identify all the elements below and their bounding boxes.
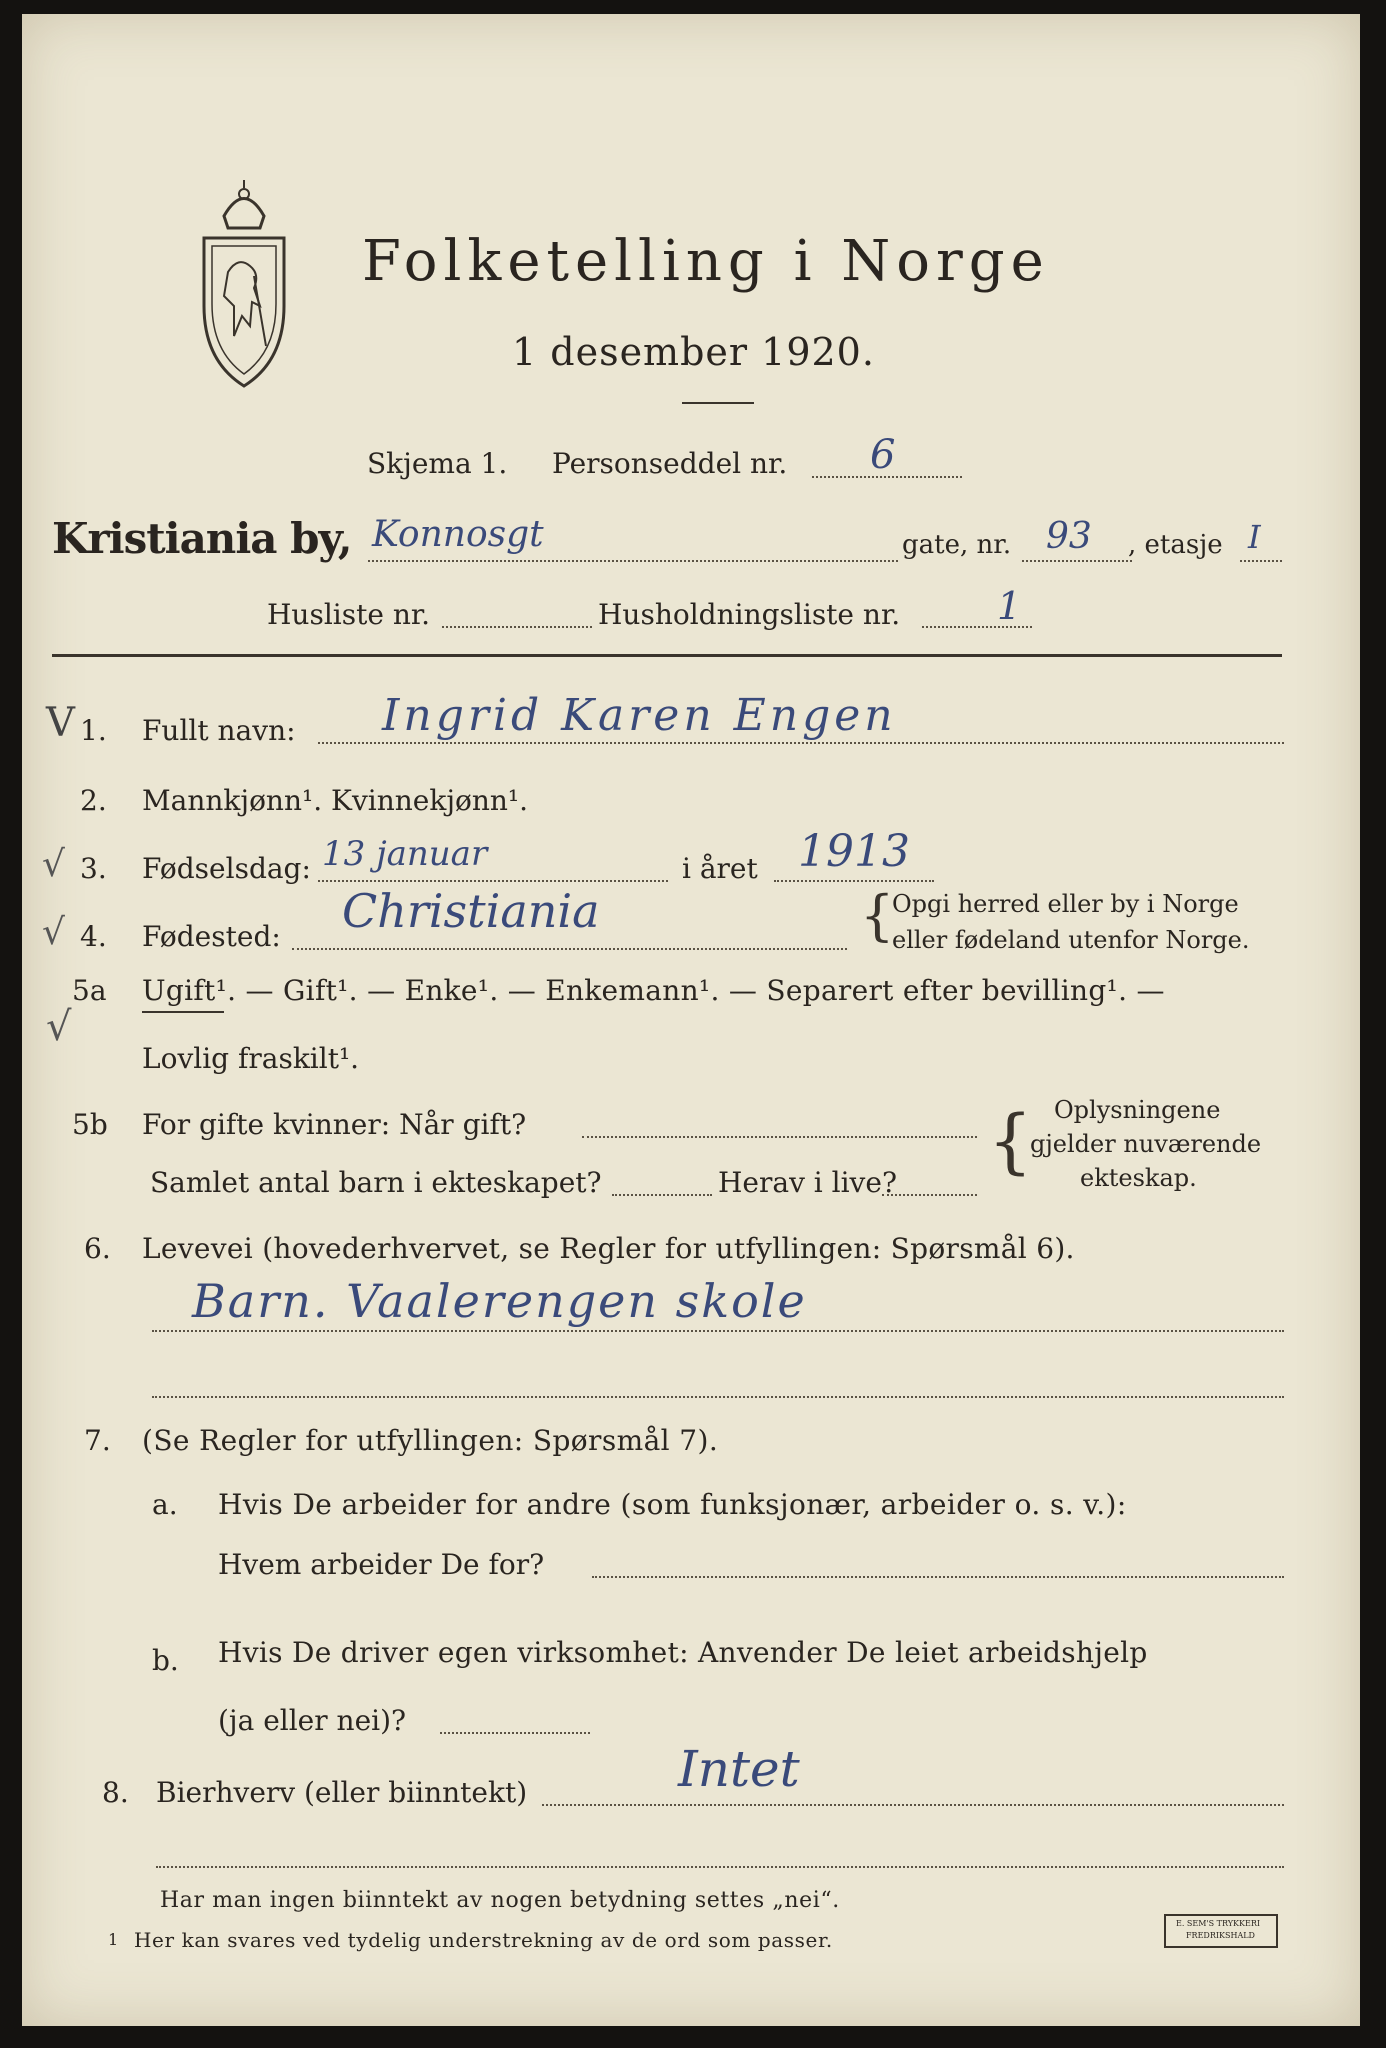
q2-label: Mannkjønn¹. Kvinnekjønn¹. bbox=[142, 784, 529, 817]
header-divider bbox=[52, 654, 1282, 657]
schema-label: Skjema 1. bbox=[367, 447, 508, 480]
q3-number: 3. bbox=[80, 852, 107, 885]
q4-number: 4. bbox=[80, 920, 107, 953]
q5b-label: For gifte kvinner: Når gift? bbox=[142, 1108, 527, 1141]
q1-label: Fullt navn: bbox=[142, 714, 296, 747]
footnote: Her kan svares ved tydelig understrekning av de ord som passer. bbox=[134, 1928, 833, 1952]
q6-value: Barn. Vaalerengen skole bbox=[192, 1274, 807, 1328]
q5b-note-2: gjelder nuværende bbox=[1030, 1130, 1262, 1158]
q2-number: 2. bbox=[80, 784, 107, 817]
etasje-line bbox=[1240, 560, 1282, 562]
q8-line bbox=[542, 1804, 1284, 1806]
q7a-line-2: Hvem arbeider De for? bbox=[218, 1548, 545, 1581]
q5a-number: 5a bbox=[72, 974, 107, 1007]
q8-label: Bierhverv (eller biinntekt) bbox=[156, 1776, 528, 1809]
q3-date-line bbox=[318, 880, 668, 882]
q6-line-1 bbox=[152, 1330, 1284, 1332]
q8-number: 8. bbox=[102, 1776, 129, 1809]
q3-label: Fødselsdag: bbox=[142, 852, 311, 885]
q3-year-label: i året bbox=[682, 852, 758, 885]
q5b-barn-label: Samlet antal barn i ekteskapet? bbox=[150, 1166, 602, 1199]
husliste-line bbox=[442, 626, 592, 628]
q5a-line-1: Ugift¹. — Gift¹. — Enke¹. — Enkemann¹. — Separert efter bevilling¹. — bbox=[142, 974, 1165, 1007]
check-mark: √ bbox=[42, 912, 65, 953]
q5b-ilive-line bbox=[882, 1194, 977, 1196]
q7b-line bbox=[440, 1732, 590, 1734]
footnote-mark: 1 bbox=[108, 1930, 119, 1949]
q7b-line-2: (ja eller nei)? bbox=[218, 1704, 407, 1737]
q1-value: Ingrid Karen Engen bbox=[382, 690, 897, 741]
q5b-note-1: Oplysningene bbox=[1054, 1096, 1221, 1124]
coat-of-arms-icon bbox=[194, 176, 294, 396]
q7a-number: a. bbox=[152, 1488, 178, 1521]
q5b-gift-line bbox=[582, 1136, 977, 1138]
q3-date-value: 13 januar bbox=[322, 834, 488, 874]
personseddel-label: Personseddel nr. bbox=[552, 447, 788, 480]
ugift-underline bbox=[142, 1011, 224, 1013]
q6-line-2 bbox=[152, 1396, 1284, 1398]
q8-value: Intet bbox=[678, 1740, 800, 1798]
q7a-line-1: Hvis De arbeider for andre (som funksjonær, arbeider o. s. v.): bbox=[218, 1488, 1127, 1521]
husliste-label: Husliste nr. bbox=[267, 598, 431, 631]
q8-line-2 bbox=[156, 1866, 1284, 1868]
personseddel-value: 6 bbox=[870, 432, 896, 478]
form-title: Folketelling i Norge bbox=[362, 229, 1050, 294]
q7b-number: b. bbox=[152, 1644, 179, 1677]
q5b-number: 5b bbox=[72, 1108, 108, 1141]
husholdning-value: 1 bbox=[997, 584, 1022, 628]
footer-note: Har man ingen biinntekt av nogen betydning settes „nei“. bbox=[160, 1888, 840, 1913]
q7-number: 7. bbox=[84, 1424, 111, 1457]
q6-number: 6. bbox=[84, 1232, 111, 1265]
q4-brace: { bbox=[860, 884, 895, 947]
q4-line bbox=[292, 948, 847, 950]
gate-label: gate, nr. bbox=[902, 530, 1012, 560]
check-mark: √ bbox=[46, 1004, 72, 1050]
husholdning-label: Husholdningsliste nr. bbox=[598, 598, 901, 631]
q7b-line-1: Hvis De driver egen virksomhet: Anvender De leiet arbeidshjelp bbox=[218, 1636, 1148, 1669]
printer-line-2: FREDRIKSHALD bbox=[1186, 1931, 1255, 1940]
city-label: Kristiania by, bbox=[52, 514, 352, 563]
q3-year-value: 1913 bbox=[798, 826, 910, 877]
q3-year-line bbox=[774, 880, 934, 882]
q5b-brace: { bbox=[988, 1100, 1033, 1182]
q7-label: (Se Regler for utfyllingen: Spørsmål 7). bbox=[142, 1424, 719, 1457]
q5b-barn-line bbox=[612, 1194, 712, 1196]
title-divider bbox=[682, 402, 754, 404]
street-line bbox=[368, 560, 898, 562]
etasje-label: , etasje bbox=[1128, 530, 1223, 560]
street-value: Konnosgt bbox=[372, 514, 544, 555]
check-mark: V bbox=[46, 700, 75, 746]
number-value: 93 bbox=[1046, 516, 1092, 557]
q4-note-1: Opgi herred eller by i Norge bbox=[892, 890, 1239, 918]
q4-value: Christiania bbox=[342, 884, 600, 938]
census-form bbox=[22, 14, 1360, 2026]
number-line bbox=[1022, 560, 1132, 562]
q6-label: Levevei (hovederhvervet, se Regler for utfyllingen: Spørsmål 6). bbox=[142, 1232, 1075, 1265]
q7a-line bbox=[592, 1576, 1284, 1578]
check-mark: √ bbox=[42, 844, 65, 885]
q1-number: 1. bbox=[80, 714, 107, 747]
printer-line-1: E. SEM'S TRYKKERI bbox=[1176, 1919, 1261, 1928]
q5b-note-3: ekteskap. bbox=[1080, 1164, 1197, 1192]
q4-note-2: eller fødeland utenfor Norge. bbox=[892, 926, 1250, 954]
q5a-line-2: Lovlig fraskilt¹. bbox=[142, 1042, 360, 1075]
q4-label: Fødested: bbox=[142, 920, 281, 953]
q1-line bbox=[318, 742, 1284, 744]
q5b-ilive-label: Herav i live? bbox=[718, 1166, 897, 1199]
etasje-value: I bbox=[1248, 518, 1261, 556]
census-date: 1 desember 1920. bbox=[512, 330, 875, 374]
printer-stamp bbox=[1164, 1914, 1278, 1948]
